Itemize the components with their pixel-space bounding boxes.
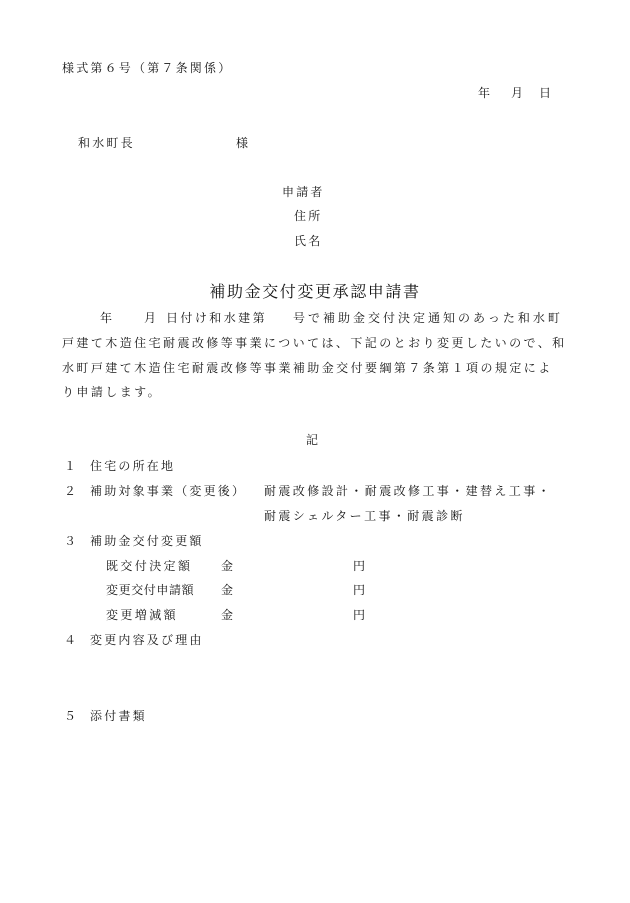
addressee-honorific: 様 xyxy=(236,136,251,150)
item-label: 補助対象事業（変更後） xyxy=(90,484,247,498)
item-number: １ xyxy=(64,459,77,473)
item-label: 住宅の所在地 xyxy=(90,459,176,473)
body-number-reference: 号で補助金交付決定通知のあった和水町 xyxy=(293,311,563,325)
form-number: 様式第６号（第７条関係） xyxy=(62,61,233,75)
amount-unit: 円 xyxy=(353,559,368,573)
ki-heading: 記 xyxy=(306,433,321,447)
amount-row-label: 変更増減額 xyxy=(106,608,179,622)
project-options-line: 耐震改修設計・耐震改修工事・建替え工事・ xyxy=(264,484,553,498)
item-label: 添付書類 xyxy=(90,709,147,723)
body-month-label: 月 xyxy=(144,311,159,325)
addressee-name: 和水町長 xyxy=(78,136,135,150)
amount-prefix: 金 xyxy=(221,583,236,597)
body-year-label: 年 xyxy=(100,311,115,325)
date-month-label: 月 xyxy=(511,86,526,100)
item-number: ２ xyxy=(64,484,77,498)
amount-prefix: 金 xyxy=(221,559,236,573)
applicant-label: 申請者 xyxy=(282,185,325,199)
document-title: 補助金交付変更承認申請書 xyxy=(209,284,421,301)
amount-unit: 円 xyxy=(353,583,368,597)
item-label: 補助金交付変更額 xyxy=(90,534,204,548)
amount-unit: 円 xyxy=(353,608,368,622)
amount-prefix: 金 xyxy=(221,608,236,622)
body-line: 戸建て木造住宅耐震改修等事業については、下記のとおり変更したいので、和 xyxy=(62,336,567,350)
date-day-label: 日 xyxy=(539,86,554,100)
applicant-address-label: 住所 xyxy=(294,209,323,223)
item-number: ３ xyxy=(64,534,77,548)
applicant-name-label: 氏名 xyxy=(294,234,323,248)
body-line: り申請します。 xyxy=(62,385,163,399)
body-day-reference: 日付け和水建第 xyxy=(166,311,268,325)
item-number: ４ xyxy=(64,633,77,647)
amount-row-label: 既交付決定額 xyxy=(106,559,193,573)
item-number: ５ xyxy=(64,709,77,723)
project-options-line: 耐震シェルター工事・耐震診断 xyxy=(264,509,465,523)
date-year-label: 年 xyxy=(478,86,493,100)
item-label: 変更内容及び理由 xyxy=(90,633,204,647)
amount-row-label: 変更交付申請額 xyxy=(106,583,195,597)
body-line: 水町戸建て木造住宅耐震改修等事業補助金交付要綱第７条第１項の規定によ xyxy=(62,361,553,375)
